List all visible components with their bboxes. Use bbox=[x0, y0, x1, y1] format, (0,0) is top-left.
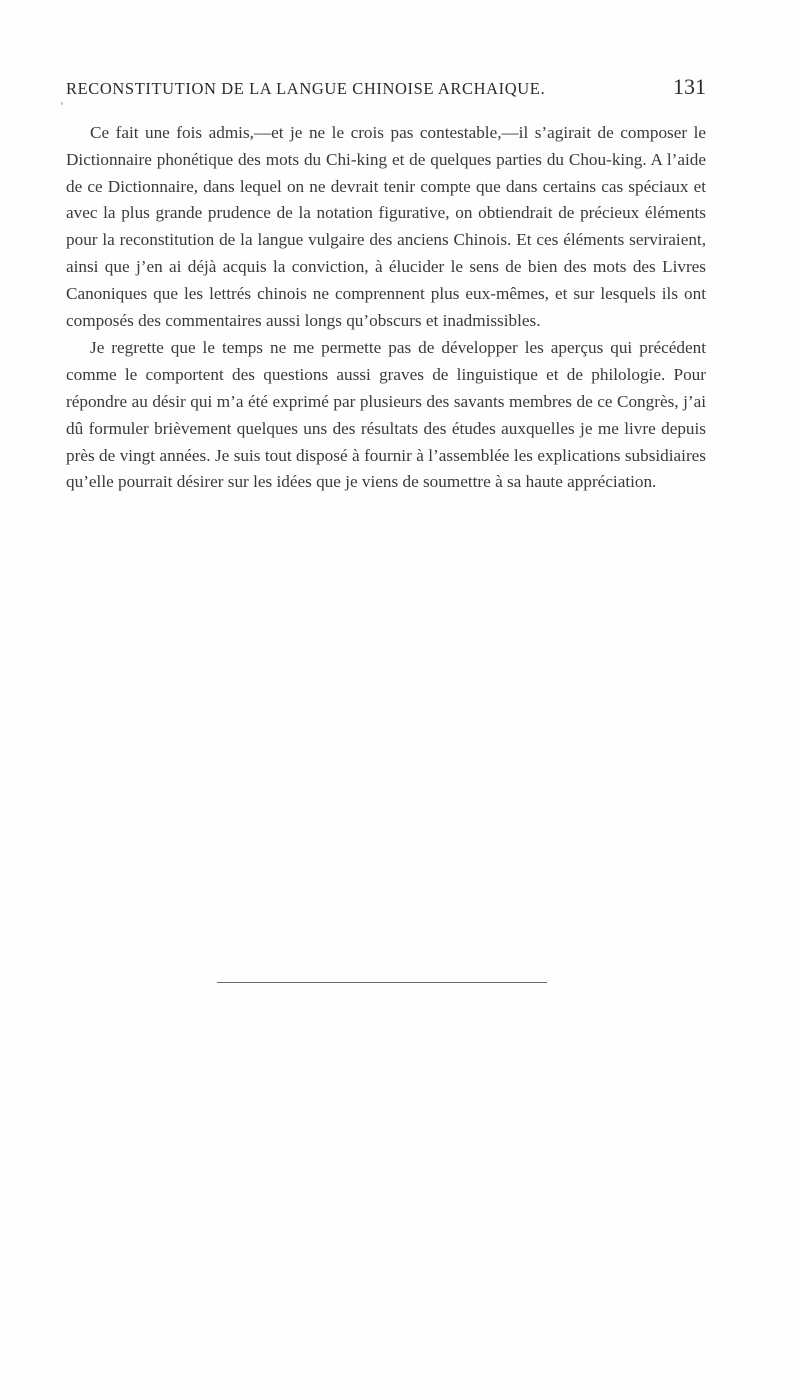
paragraph-2: Je regrette que le temps ne me permette pas de développer les aperçus qui précédent comme le comportent des questions aussi graves de linguistique et de philologie. Pour répondre au désir qui m’a été exprimé par plusieurs des savants membres de ce Congrès, j’ai dû formuler brièvement quelques uns des résultats des études auxquelles je me livre depuis près de vingt années. Je suis tout disposé à fournir à l’assemblée les explications subsidiaires qu’elle pourrait désirer sur les idées que je viens de soumettre à sa haute appréciation. bbox=[66, 338, 706, 492]
paragraph-1: Ce fait une fois admis,—et je ne le crois pas contestable,—il s’agirait de composer le Dictionnaire phonétique des mots du Chi-king et de quelques parties du Chou-king. A l’aide de ce Dictionnaire, dans lequel on ne devrait tenir compte que dans certains cas spéciaux et avec la plus grande prudence de la notation figurative, on obtiendrait de précieux éléments pour la reconstitution de la langue vulgaire des anciens Chinois. Et ces éléments serviraient, ainsi que j’en ai déjà acquis la conviction, à élucider le sens de bien des mots des Livres Canoniques que les lettrés chinois ne comprennent plus eux-mêmes, et sur lesquels ils ont composés des commentaires aussi longs qu’obscurs et inadmissibles. bbox=[66, 123, 706, 330]
footer-rule bbox=[217, 982, 547, 983]
print-speck bbox=[61, 102, 63, 105]
page-number: 131 bbox=[673, 74, 706, 99]
header-title: RECONSTITUTION DE LA LANGUE CHINOISE ARCHAIQUE. bbox=[66, 79, 546, 98]
running-header bbox=[66, 74, 706, 100]
body-text bbox=[66, 120, 706, 496]
